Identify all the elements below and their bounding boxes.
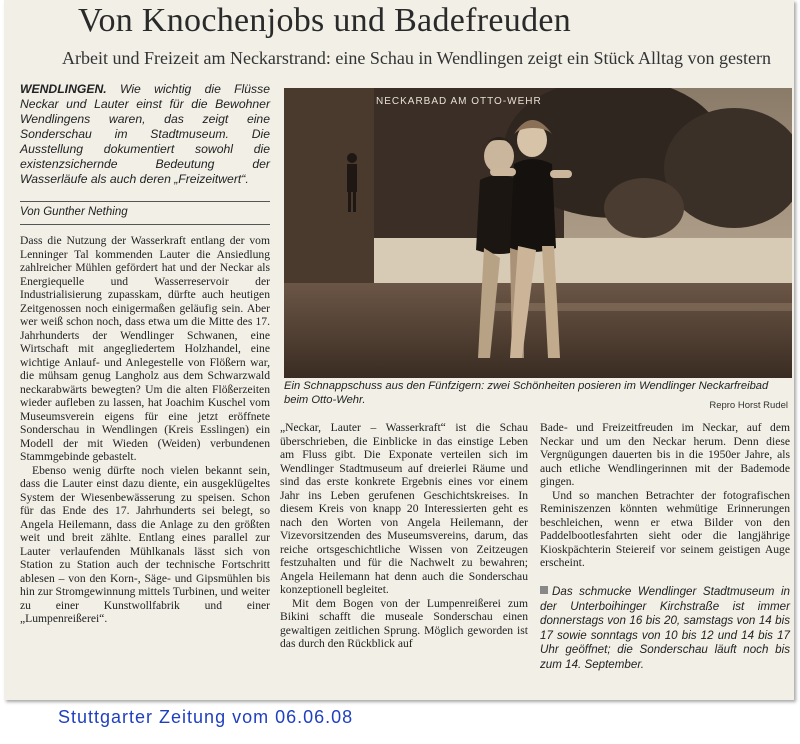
photo-illustration xyxy=(284,88,792,378)
column-2-paragraph-2: Mit dem Bogen von der Lumpenreißerei zum Bikini schafft die museale Sonderschau einen gewaltigen zeitlichen Sprung. Möglich geworden ist das durch den Rückblick auf xyxy=(280,596,528,650)
headline: Von Knochenjobs und Badefreuden xyxy=(78,2,572,39)
lead-paragraph xyxy=(20,82,270,187)
lead-divider xyxy=(20,201,270,202)
square-bullet-icon xyxy=(540,586,548,594)
column-3-paragraph-1: Bade- und Freizeitfreuden im Neckar, auf dem Neckar und um den Neckar herum. Denn diese Vergnügungen dauerten bis in die 1950er Jahre, als auch etliche Wendlingerinnen mit der Bademode gingen. xyxy=(540,421,790,488)
column-1-paragraph-2: Ebenso wenig dürfte noch vielen bekannt sein, dass die Lauter einst dazu diente, ein ausgeklügeltes System der Wiesenbewässerung zu speisen. Schon für das Ende des 17. Jahrhunderts sei belegt, so Angela Heilemann, dass die Anlage zu den größten weit und breit zählte. Entlang eines parallel zur Lauter verlaufenden Mühlkanals lässt sich von Station zu Station auch der technische Fortschritt ablesen – von den Korn-, Säge- und Gipsmühlen bis hin zur Stromgewinnung mittels Turbinen, und weiter zu einer Kunstwollfabrik und einer „Lumpenreißerei“. xyxy=(20,463,270,625)
source-note: Stuttgarter Zeitung vom 06.06.08 xyxy=(58,707,354,727)
column-3-paragraph-2: Und so manchen Betrachter der fotografischen Reminiszenzen könnten wehmütige Erinnerungen beschleichen, wenn er etwa Bilder von den Paddelbootlesfahrten sieht oder die langjährige Kioskpächterin Steiereif vor seinem geistigen Auge erscheint. xyxy=(540,488,790,569)
museum-info-box xyxy=(540,585,790,672)
column-1-paragraph-1: Dass die Nutzung der Wasserkraft entlang der vom Lenninger Tal kommenden Lauter die Ansiedlung zahlreicher Mühlen gefördert hat und der Neckar als Energiequelle und Wasserreservoir der Industrialisierung zupasskam, dürfte auch heutigen Zeitgenossen noch einigermaßen geläufig sein. Aber wer weiß schon noch, dass etwa um die Mitte des 17. Jahrhunderts der Wendlinger Schwanen, eine Wirtschaft mit angegliedertem Holzhandel, eine wichtige Anlauf- und Anlegestelle von Flößern war, die mühsam genug Langholz aus dem Schwarzwald neckarabwärts bewegten? Um die alten Flößerzeiten wieder aufleben zu lassen, hat Joachim Kuschel vom Museumsverein eigens für eine jetzt eröffnete Sonderschau in Wendlingen (Kreis Esslingen) ein Modell der mit Wieden (Weiden) verbundenen Stammgebinde gebastelt. xyxy=(20,234,270,463)
lead-text: Wie wichtig die Flüsse Neckar und Lauter einst für die Bewohner Wendlingens waren, das zeigt eine Sonderschau im Stadtmuseum. Die Ausstellung dokumentiert sowohl die existenzsichernde Bedeutung der Wasserläufe als auch deren „Freizeitwert“. xyxy=(20,82,271,186)
column-3 xyxy=(540,421,790,570)
newspaper-clipping xyxy=(4,0,794,700)
photo-credit: Repro Horst Rudel xyxy=(709,400,788,411)
article-photo xyxy=(284,88,792,378)
byline-divider xyxy=(20,224,270,225)
byline: Von Gunther Nething xyxy=(20,206,128,218)
photo-sign-text: NECKARBAD AM OTTO-WEHR xyxy=(376,96,542,107)
column-2 xyxy=(280,421,528,651)
column-1 xyxy=(20,234,270,626)
photo-caption: Ein Schnappschuss aus den Fünfzigern: zwei Schönheiten posieren im Wendlinger Neckarfreibad beim Otto-Wehr. xyxy=(284,380,769,406)
lead-place: WENDLINGEN. xyxy=(20,82,107,96)
subheadline: Arbeit und Freizeit am Neckarstrand: eine Schau in Wendlingen zeigt ein Stück Alltag von gestern xyxy=(62,48,772,68)
museum-info-text: Das schmucke Wendlinger Stadtmuseum in der Unterboihinger Kirchstraße ist immer donnerstags von 16 bis 20, samstags von 14 bis 17 sowie sonntags von 10 bis 12 und 14 bis 17 Uhr geöffnet; die Sonderschau läuft noch bis zum 14. September. xyxy=(540,585,790,671)
column-2-paragraph-1: „Neckar, Lauter – Wasserkraft“ ist die Schau überschrieben, die Einblicke in das einstige Leben am Fluss gibt. Die Exponate verteilen sich im Wendlinger Stadtmuseum auf dreierlei Räume und sind das erste konkrete Ergebnis eines vor einem Jahr ins Leben gerufenen Geschichtskreises. In diesem Kreis von knapp 20 Interessierten geht es nach den Worten von Angela Heilemann, der Vizevorsitzenden des Museumsvereins, darum, das reiche ortsgeschichtliche Wissen von Zeitzeugen festzuhalten und für die Nachwelt zu bewahren; Angela Heilemann hat denn auch die Sonderschau konzeptionell begleitet. xyxy=(280,421,528,596)
